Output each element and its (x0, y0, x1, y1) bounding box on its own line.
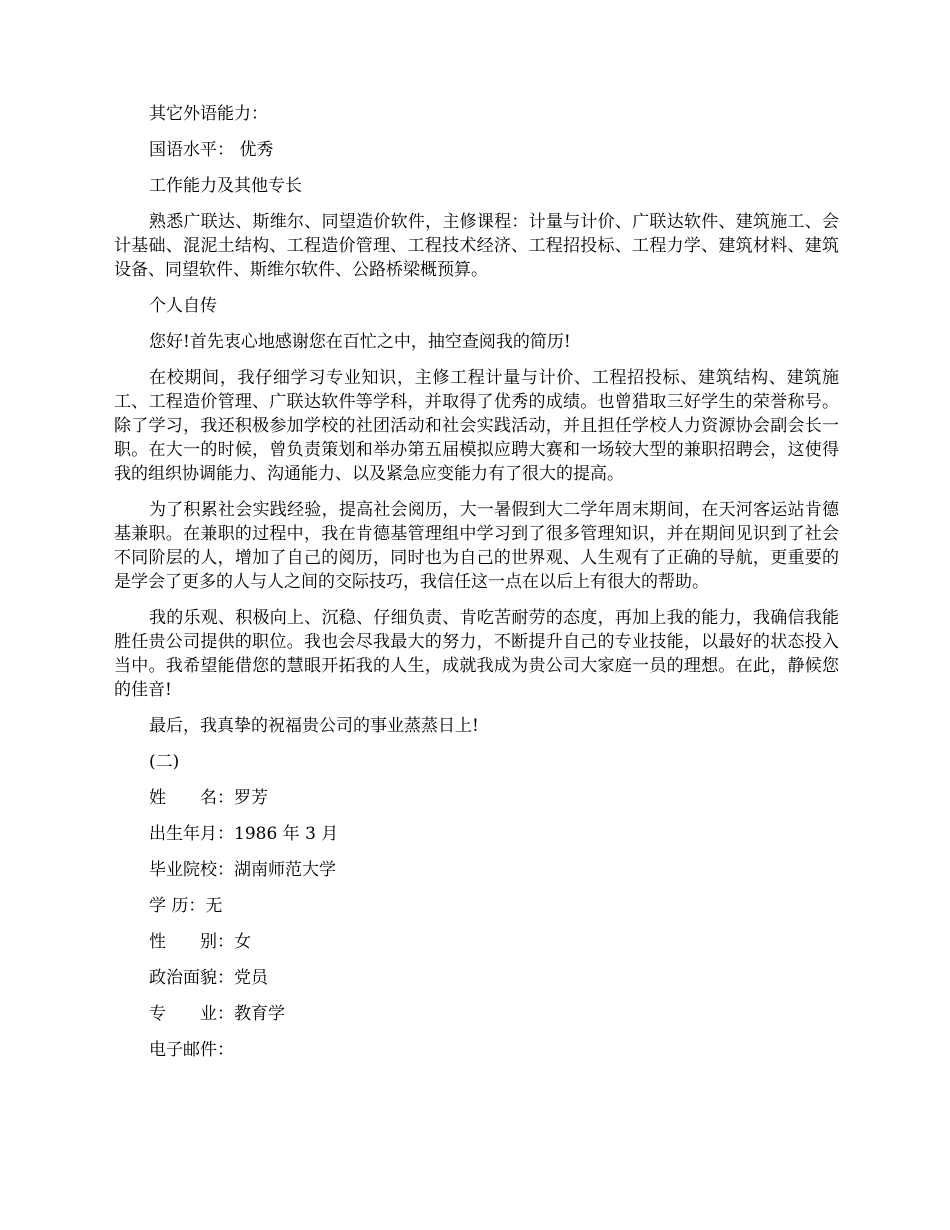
section-heading-autobiography: 个人自传 (149, 296, 217, 316)
field-value: 教育学 (234, 1004, 285, 1024)
attitude-paragraph: 我的乐观、积极向上、沉稳、仔细负责、肯吃苦耐劳的态度，再加上我的能力，我确信我能胜任贵公司提供的职位。我也会尽我最大的努力，不断提升自己的专业技能，以最好的状态投入当中。我希望能借您的慧眼开拓我的人生，成就我成为贵公司大家庭一员的理想。在此，静候您的佳音! (114, 608, 839, 700)
resume-page (114, 102, 839, 1074)
field-email (114, 1038, 839, 1062)
section-heading-two: (二) (149, 752, 180, 772)
field-major (114, 1002, 839, 1026)
field-label: 电子邮件： (149, 1040, 234, 1060)
field-political (114, 966, 839, 990)
field-birth (114, 822, 839, 846)
field-gender (114, 930, 839, 954)
greeting-paragraph: 您好!首先衷心地感谢您在百忙之中，抽空查阅我的简历! (149, 332, 571, 352)
field-label: 专 业： (149, 1004, 234, 1024)
field-education (114, 894, 839, 918)
field-value: 罗芳 (234, 788, 268, 808)
field-name (114, 786, 839, 810)
field-school (114, 858, 839, 882)
school-paragraph: 在校期间，我仔细学习专业知识，主修工程计量与计价、工程招投标、建筑结构、建筑施工、工程造价管理、广联达软件等学科，并取得了优秀的成绩。也曾猎取三好学生的荣誉称号。除了学习，我还积极参加学校的社团活动和社会实践活动，并且担任学校人力资源协会副会长一职。在大一的时候，曾负责策划和举办第五届模拟应聘大赛和一场较大型的兼职招聘会，这使得我的组织协调能力、沟通能力、以及紧急应变能力有了很大的提高。 (114, 368, 839, 484)
field-label: 政治面貌： (149, 968, 234, 988)
field-label: 学 历： (149, 896, 206, 916)
foreign-language-line: 其它外语能力： (149, 104, 268, 124)
skills-paragraph: 熟悉广联达、斯维尔、同望造价软件，主修课程：计量与计价、广联达软件、建筑施工、会计基础、混泥土结构、工程造价管理、工程技术经济、工程招投标、工程力学、建筑材料、建筑设备、同望软件、斯维尔软件、公路桥梁概预算。 (114, 212, 839, 280)
mandarin-level-line: 国语水平： 优秀 (149, 140, 274, 160)
field-value: 1986 年 3 月 (234, 824, 339, 844)
field-label: 出生年月： (149, 824, 234, 844)
closing-paragraph: 最后，我真挚的祝福贵公司的事业蒸蒸日上! (149, 716, 479, 736)
field-value: 湖南师范大学 (234, 860, 336, 880)
field-label: 姓 名： (149, 788, 234, 808)
field-value: 党员 (234, 968, 268, 988)
practice-paragraph: 为了积累社会实践经验，提高社会阅历，大一暑假到大二学年周末期间，在天河客运站肯德基兼职。在兼职的过程中，我在肯德基管理组中学习到了很多管理知识，并在期间见识到了社会不同阶层的人，增加了自己的阅历，同时也为自己的世界观、人生观有了正确的导航，更重要的是学会了更多的人与人之间的交际技巧，我信任这一点在以后上有很大的帮助。 (114, 500, 839, 592)
field-label: 性 别： (149, 932, 234, 952)
field-value: 无 (205, 896, 223, 916)
field-label: 毕业院校： (149, 860, 234, 880)
field-value: 女 (234, 932, 251, 952)
section-heading-skills: 工作能力及其他专长 (149, 176, 302, 196)
